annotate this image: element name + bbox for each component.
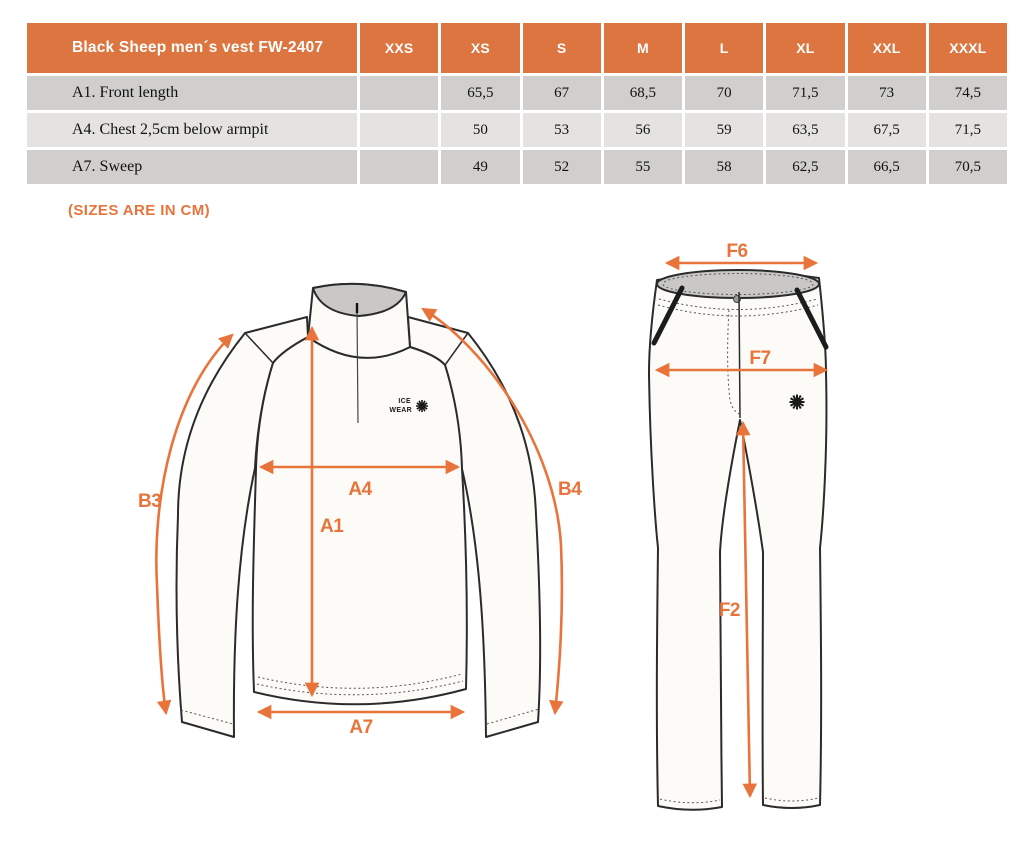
size-value-cell: 65,5 [441,76,519,110]
b4-label: B4 [558,479,582,500]
size-value-cell: 52 [523,150,601,184]
size-value-cell: 50 [441,113,519,147]
vest-diagram [130,255,610,765]
size-value-cell: 55 [604,150,682,184]
f7-label: F7 [749,348,771,369]
size-col-header-xxs: XXS [360,23,438,73]
logo-line1: ICE [398,398,411,405]
a7-label: A7 [349,717,373,738]
size-value-cell: 67,5 [848,113,926,147]
f2-arrow [743,423,750,796]
size-value-cell [360,150,438,184]
size-col-header-s: S [523,23,601,73]
row-label-chest: A4. Chest 2,5cm below armpit [27,113,357,147]
size-value-cell: 56 [604,113,682,147]
a4-label: A4 [348,479,372,500]
b3-label: B3 [138,491,162,512]
size-col-header-m: M [604,23,682,73]
size-value-cell [360,113,438,147]
f6-label: F6 [726,241,748,262]
size-value-cell: 49 [441,150,519,184]
size-col-header-l: L [685,23,763,73]
table-title: Black Sheep men´s vest FW-2407 [27,23,357,73]
size-value-cell: 58 [685,150,763,184]
size-value-cell: 59 [685,113,763,147]
size-col-header-xxxl: XXXL [929,23,1007,73]
row-label-sweep: A7. Sweep [27,150,357,184]
size-value-cell: 74,5 [929,76,1007,110]
size-value-cell: 71,5 [766,76,844,110]
size-value-cell: 68,5 [604,76,682,110]
pants-outline [649,272,826,809]
size-value-cell: 73 [848,76,926,110]
row-label-front-length: A1. Front length [27,76,357,110]
sizes-note: (SIZES ARE IN CM) [68,202,211,219]
size-value-cell: 70 [685,76,763,110]
size-col-header-xxl: XXL [848,23,926,73]
pants-diagram [630,240,1020,820]
f2-label: F2 [718,600,740,621]
center-front-seam [739,292,740,418]
size-value-cell: 66,5 [848,150,926,184]
size-value-cell [360,76,438,110]
size-col-header-xs: XS [441,23,519,73]
size-value-cell: 70,5 [929,150,1007,184]
size-value-cell: 63,5 [766,113,844,147]
vest-body [253,337,467,704]
size-value-cell: 67 [523,76,601,110]
size-value-cell: 53 [523,113,601,147]
size-col-header-xl: XL [766,23,844,73]
a1-label: A1 [320,516,344,537]
size-value-cell: 71,5 [929,113,1007,147]
logo-line2: WEAR [389,407,412,414]
size-value-cell: 62,5 [766,150,844,184]
size-chart-table [27,23,1007,184]
